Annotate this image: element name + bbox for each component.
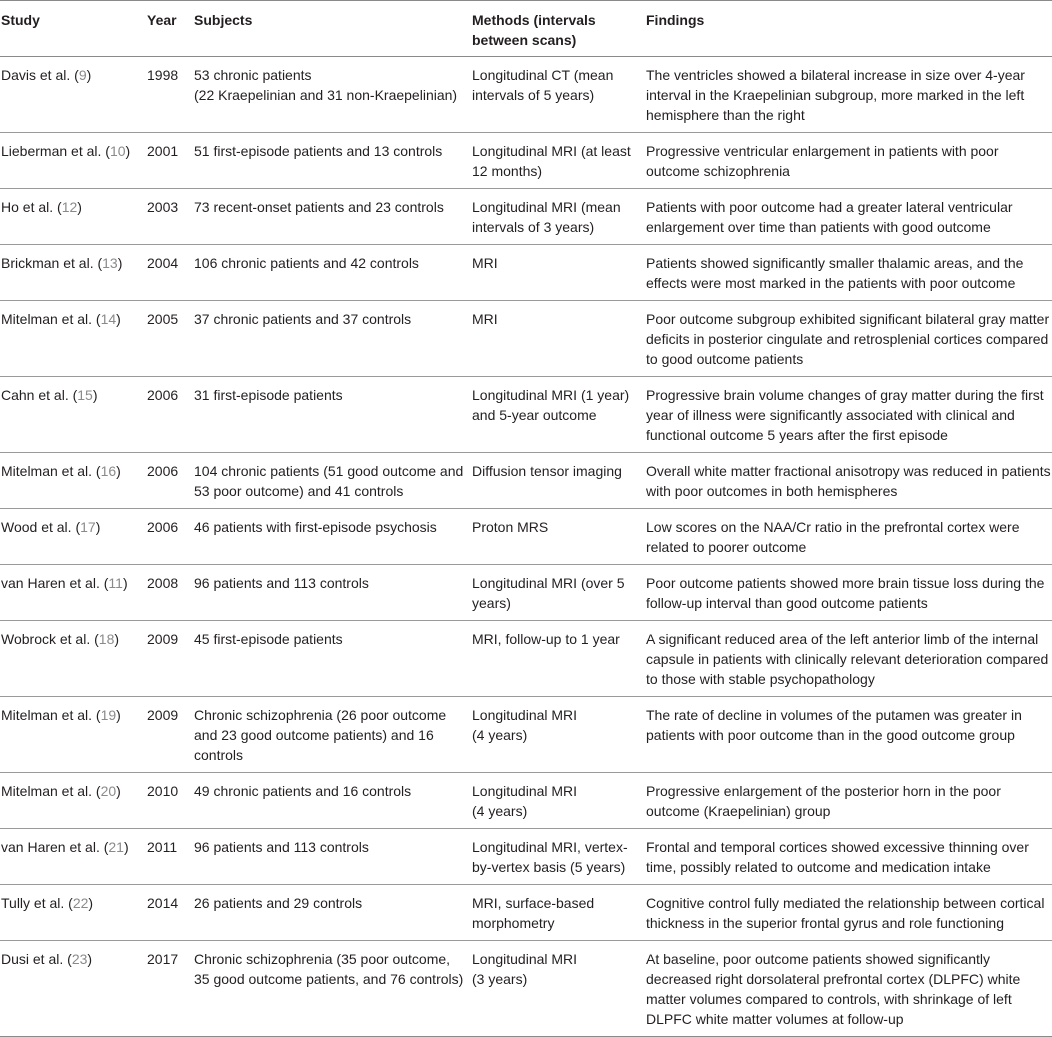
methods-cell: MRI [468,301,642,377]
reference-link[interactable]: 18 [98,631,115,647]
study-cell [0,697,145,773]
methods-cell: Longitudinal MRI (1 year) and 5-year outcome [468,377,642,453]
study-author: Lieberman et al. ( [1,143,110,159]
table-row [0,829,1052,885]
methods-cell [468,773,642,829]
findings-cell: Patients showed significantly smaller thalamic areas, and the effects were most marked in the patients with poor outcome [642,245,1052,301]
study-cell [0,621,145,697]
study-cell [0,941,145,1037]
year-cell: 2005 [145,301,190,377]
study-close: ) [88,895,94,911]
study-cell [0,885,145,941]
findings-cell: Frontal and temporal cortices showed excessive thinning over time, possibly related to outcome and medication intake [642,829,1052,885]
methods-cell: Longitudinal MRI, vertex-by-vertex basis (5 years) [468,829,642,885]
study-close: ) [86,67,92,83]
study-author: Brickman et al. ( [1,255,103,271]
methods-text-2: (4 years) [472,803,528,819]
methods-text: Longitudinal MRI [472,707,578,723]
study-author: Wobrock et al. ( [1,631,99,647]
methods-cell [468,697,642,773]
subjects-cell: 73 recent-onset patients and 23 controls [190,189,468,245]
study-author: Wood et al. ( [1,519,81,535]
subjects-cell: 51 first-episode patients and 13 controls [190,133,468,189]
table-row [0,941,1052,1037]
study-cell [0,189,145,245]
methods-cell: Diffusion tensor imaging [468,453,642,509]
study-close: ) [77,199,82,215]
study-author: Ho et al. ( [1,199,62,215]
table-row [0,885,1052,941]
methods-cell: Longitudinal MRI (mean intervals of 3 years) [468,189,642,245]
year-cell: 1998 [145,57,190,133]
reference-link[interactable]: 15 [77,387,93,403]
table-row [0,133,1052,189]
reference-link[interactable]: 23 [71,951,88,967]
study-author: van Haren et al. ( [1,839,109,855]
reference-link[interactable]: 21 [108,839,124,855]
study-author: Mitelman et al. ( [1,783,101,799]
study-close: ) [92,387,98,403]
subjects-text-2: (22 Kraepelinian and 31 non-Kraepelinian) [194,87,458,103]
year-cell: 2001 [145,133,190,189]
year-cell: 2010 [145,773,190,829]
subjects-cell [190,57,468,133]
study-cell [0,377,145,453]
study-close: ) [116,463,121,479]
study-cell [0,301,145,377]
study-close: ) [87,951,93,967]
study-cell [0,829,145,885]
study-author: Davis et al. ( [1,67,79,83]
subjects-cell: 96 patients and 113 controls [190,565,468,621]
table-row [0,509,1052,565]
header-methods: Methods (intervals between scans) [468,1,642,57]
subjects-cell: Chronic schizophrenia (26 poor outcome and 23 good outcome patients) and 16 controls [190,697,468,773]
subjects-cell: 104 chronic patients (51 good outcome and 53 poor outcome) and 41 controls [190,453,468,509]
study-cell [0,453,145,509]
year-cell: 2017 [145,941,190,1037]
table-row [0,301,1052,377]
study-close: ) [95,519,101,535]
findings-cell: At baseline, poor outcome patients showed significantly decreased right dorsolateral prefrontal cortex (DLPFC) white matter volumes compared to controls, with shrinkage of left DLPFC white matter volumes at follow-up [642,941,1052,1037]
study-cell [0,509,145,565]
header-findings: Findings [642,1,1052,57]
table-row [0,377,1052,453]
table-row [0,773,1052,829]
reference-link[interactable]: 13 [102,255,118,271]
header-row [0,1,1052,57]
methods-cell: Longitudinal MRI (at least 12 months) [468,133,642,189]
study-author: Mitelman et al. ( [1,463,101,479]
methods-cell: MRI, follow-up to 1 year [468,621,642,697]
year-cell: 2011 [145,829,190,885]
table-row [0,621,1052,697]
reference-link[interactable]: 22 [72,895,89,911]
reference-link[interactable]: 20 [100,783,117,799]
reference-link[interactable]: 11 [108,575,123,591]
findings-cell: The rate of decline in volumes of the putamen was greater in patients with poor outcome than in the good outcome group [642,697,1052,773]
table-row [0,453,1052,509]
header-subjects: Subjects [190,1,468,57]
methods-text-2: (3 years) [472,971,528,987]
findings-cell: Progressive ventricular enlargement in patients with poor outcome schizophrenia [642,133,1052,189]
study-close: ) [116,311,121,327]
subjects-cell: 46 patients with first-episode psychosis [190,509,468,565]
study-close: ) [116,783,121,799]
study-close: ) [122,575,128,591]
subjects-cell: 31 first-episode patients [190,377,468,453]
header-year: Year [145,1,190,57]
findings-cell: Progressive brain volume changes of gray matter during the first year of illness were significantly associated with clinical and functional outcome 5 years after the first episode [642,377,1052,453]
findings-cell: Low scores on the NAA/Cr ratio in the prefrontal cortex were related to poorer outcome [642,509,1052,565]
header-study: Study [0,1,145,57]
subjects-cell: 96 patients and 113 controls [190,829,468,885]
methods-cell: Longitudinal CT (mean intervals of 5 years) [468,57,642,133]
methods-text: Longitudinal MRI [472,951,578,967]
year-cell: 2014 [145,885,190,941]
study-author: Mitelman et al. ( [1,707,101,723]
subjects-text: 53 chronic patients [194,67,312,83]
table-row [0,245,1052,301]
table-row [0,57,1052,133]
study-author: Mitelman et al. ( [1,311,101,327]
subjects-cell: Chronic schizophrenia (35 poor outcome, 35 good outcome patients, and 76 controls) [190,941,468,1037]
year-cell: 2003 [145,189,190,245]
methods-cell: MRI, surface-based morphometry [468,885,642,941]
study-close: ) [116,707,121,723]
subjects-cell: 37 chronic patients and 37 controls [190,301,468,377]
findings-cell: A significant reduced area of the left anterior limb of the internal capsule in patients with clinically relevant deterioration compared to those with stable psychopathology [642,621,1052,697]
study-author: Dusi et al. ( [1,951,72,967]
reference-link[interactable]: 9 [78,67,87,83]
study-close: ) [114,631,120,647]
findings-cell: Patients with poor outcome had a greater lateral ventricular enlargement over time than patients with good outcome [642,189,1052,245]
study-cell [0,773,145,829]
reference-link[interactable]: 19 [100,707,117,723]
findings-cell: Poor outcome patients showed more brain tissue loss during the follow-up interval than good outcome patients [642,565,1052,621]
study-author: Cahn et al. ( [1,387,78,403]
table-row [0,565,1052,621]
findings-cell: Overall white matter fractional anisotropy was reduced in patients with poor outcomes in both hemispheres [642,453,1052,509]
year-cell: 2009 [145,621,190,697]
reference-link[interactable]: 12 [61,199,78,215]
study-close: ) [117,255,123,271]
methods-cell: Proton MRS [468,509,642,565]
methods-cell: Longitudinal MRI (over 5 years) [468,565,642,621]
reference-link[interactable]: 17 [80,519,96,535]
year-cell: 2006 [145,453,190,509]
reference-link[interactable]: 14 [100,311,117,327]
study-cell [0,245,145,301]
year-cell: 2009 [145,697,190,773]
table-row [0,697,1052,773]
study-close: ) [123,839,129,855]
table-row [0,189,1052,245]
subjects-cell: 45 first-episode patients [190,621,468,697]
study-cell [0,565,145,621]
study-author: Tully et al. ( [1,895,73,911]
study-close: ) [125,143,131,159]
methods-cell: MRI [468,245,642,301]
findings-cell: Cognitive control fully mediated the relationship between cortical thickness in the superior frontal gyrus and role functioning [642,885,1052,941]
methods-text: Longitudinal MRI [472,783,578,799]
methods-cell [468,941,642,1037]
study-author: van Haren et al. ( [1,575,109,591]
findings-cell: The ventricles showed a bilateral increase in size over 4-year interval in the Kraepelinian subgroup, more marked in the left hemisphere than the right [642,57,1052,133]
subjects-cell: 26 patients and 29 controls [190,885,468,941]
methods-text-2: (4 years) [472,727,528,743]
subjects-cell: 49 chronic patients and 16 controls [190,773,468,829]
findings-cell: Poor outcome subgroup exhibited significant bilateral gray matter deficits in posterior cingulate and retrosplenial cortices compared to good outcome patients [642,301,1052,377]
year-cell: 2006 [145,509,190,565]
year-cell: 2004 [145,245,190,301]
year-cell: 2006 [145,377,190,453]
reference-link[interactable]: 16 [100,463,117,479]
study-cell [0,57,145,133]
reference-link[interactable]: 10 [109,143,126,159]
subjects-cell: 106 chronic patients and 42 controls [190,245,468,301]
findings-cell: Progressive enlargement of the posterior horn in the poor outcome (Kraepelinian) group [642,773,1052,829]
study-cell [0,133,145,189]
year-cell: 2008 [145,565,190,621]
